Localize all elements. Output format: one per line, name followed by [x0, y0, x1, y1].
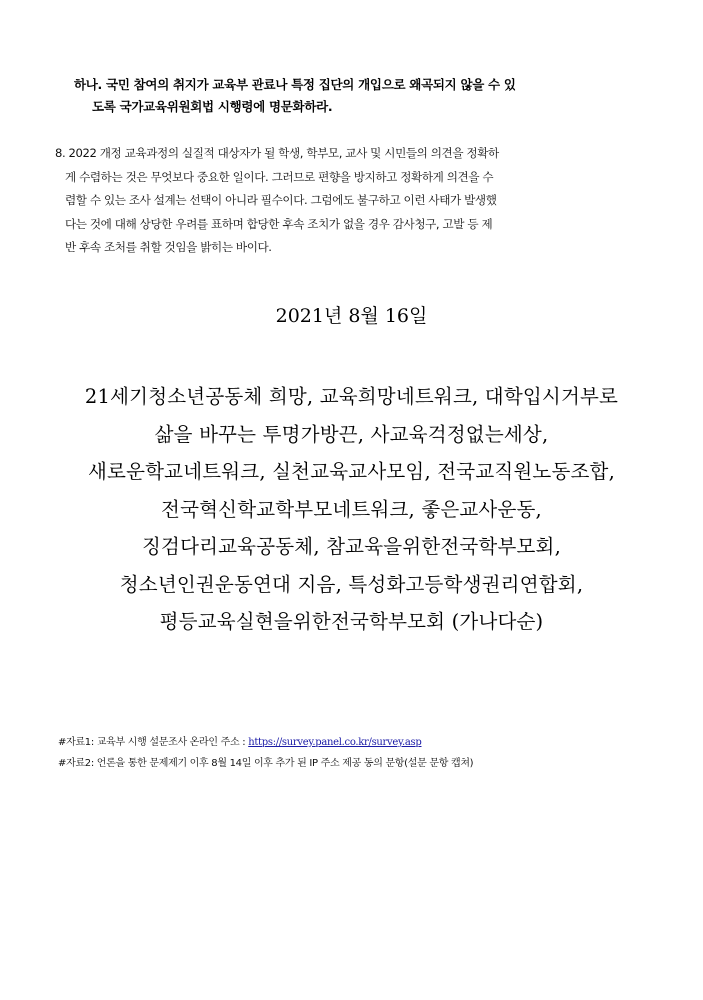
demand-item-ha	[74, 74, 634, 118]
organization-line: 청소년인권운동연대 지음, 특성화고등학생권리연합회,	[119, 572, 584, 596]
reference-2: #자료2: 언론을 통한 문제제기 이후 8월 14일 이후 추가 된 IP 주소 제공 동의 문항(설문 문항 캡쳐)	[58, 758, 474, 769]
reference-1-label: #자료1: 교육부 시행 설문조사 온라인 주소 :	[58, 737, 249, 748]
organization-line: 평등교육실현을위한전국학부모회 (가나다순)	[159, 610, 544, 633]
reference-1	[58, 732, 658, 753]
paragraph-line: 8. 2022 개정 교육과정의 실질적 대상자가 될 학생, 학부모, 교사 및 시민들의 의견을 정확하	[55, 146, 499, 160]
paragraph-line: 다는 것에 대해 상당한 우려를 표하며 합당한 후속 조치가 없을 경우 감사청구, 고발 등 제	[65, 216, 493, 231]
statement-date: 2021년 8월 16일	[275, 305, 428, 327]
organization-line: 전국혁신학교학부모네트워크, 좋은교사운동,	[161, 497, 542, 521]
signatory-organizations	[0, 378, 703, 641]
paragraph-item-8	[55, 142, 629, 260]
demand-line-1: 하나. 국민 참여의 취지가 교육부 관료나 특정 집단의 개입으로 왜곡되지 않을 수 있	[74, 77, 516, 92]
organization-line: 새로운학교네트워크, 실천교육교사모임, 전국교직원노동조합,	[88, 460, 615, 483]
demand-line-2: 도록 국가교육위원회법 시행령에 명문화하라.	[92, 99, 333, 114]
organization-line: 삶을 바꾸는 투명가방끈, 사교육걱정없는세상,	[154, 422, 549, 446]
paragraph-line: 게 수렴하는 것은 무엇보다 중요한 일이다. 그러므로 편향을 방지하고 정확하게 의견을 수	[65, 169, 494, 184]
paragraph-line: 반 후속 조처를 취할 것임을 밝히는 바이다.	[65, 240, 272, 254]
organization-line: 21세기청소년공동체 희망, 교육희망네트워크, 대학입시거부로	[84, 385, 619, 408]
survey-url-link[interactable]: https://survey.panel.co.kr/survey.asp	[248, 737, 422, 748]
paragraph-line: 렴할 수 있는 조사 설계는 선택이 아니라 필수이다. 그럼에도 불구하고 이런 사태가 발생했	[65, 193, 497, 207]
organization-line: 징검다리교육공동체, 참교육을위한전국학부모회,	[142, 535, 561, 558]
references	[58, 732, 658, 774]
